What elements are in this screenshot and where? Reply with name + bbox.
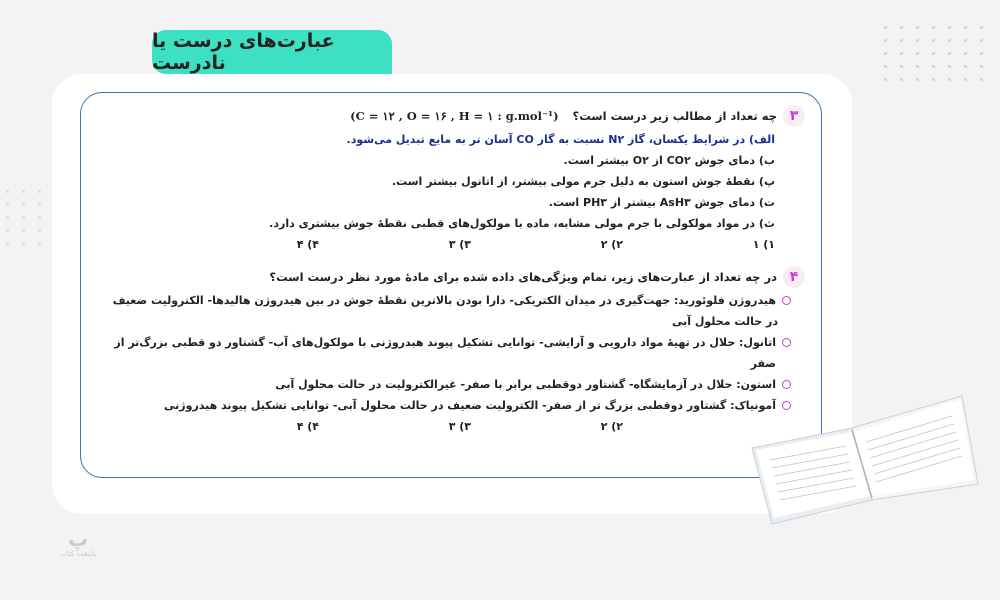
answer-options xyxy=(97,234,805,254)
open-book-icon xyxy=(742,388,982,528)
question-text: چه تعداد از مطالب زیر درست است؟ xyxy=(572,109,777,123)
statement-hf-continued: در حالت محلول آبی xyxy=(672,315,778,328)
logo-icon: پ xyxy=(67,527,89,551)
bullet-ring-icon xyxy=(782,296,791,305)
bullet-ring-icon xyxy=(782,338,791,347)
statement-te: ت) دمای جوش AsH۳ بیشتر از PH۳ است. xyxy=(548,196,775,209)
statement-pe: پ) نقطهٔ جوش استون به دلیل جرم مولی بیشتر، از اتانول بیشتر است. xyxy=(391,175,775,188)
decorative-dots-left xyxy=(6,190,44,245)
option-4[interactable]: ۴) ۴ xyxy=(296,237,319,251)
option-3[interactable]: ۳) ۳ xyxy=(448,419,471,433)
statement-se: ث) در مواد مولکولی با جرم مولی مشابه، ماده با مولکول‌های قطبی نقطهٔ جوش بیشتری دارد. xyxy=(269,217,775,230)
publisher-logo xyxy=(58,528,98,558)
question-4 xyxy=(97,264,805,436)
questions-box xyxy=(80,92,822,478)
statement-list xyxy=(97,290,805,416)
question-header xyxy=(97,103,805,129)
list-item xyxy=(97,290,791,311)
statement-ethanol: اتانول: حلال در تهیهٔ مواد دارویی و آرایشی- توانایی تشکیل پیوند هیدروژنی با مولکول‌های آب- گشتاور دو قطبی بزرگ‌تر از صفر xyxy=(114,336,776,370)
list-item xyxy=(97,332,791,374)
section-title: عبارت‌های درست یا نادرست xyxy=(152,30,392,74)
logo-text: پایتخت کتاب xyxy=(60,550,96,558)
option-3[interactable]: ۳) ۳ xyxy=(448,237,471,251)
statement-ammonia: آمونیاک: گشتاور دوقطبی بزرگ تر از صفر- الکترولیت ضعیف در حالت محلول آبی- توانایی تشکیل پیوند هیدروژنی xyxy=(164,399,776,412)
option-2[interactable]: ۲) ۲ xyxy=(600,419,623,433)
list-item xyxy=(97,395,791,416)
statement-acetone: استون: حلال در آزمایشگاه- گشتاور دوقطبی برابر با صفر- غیرالکترولیت در حالت محلول آبی xyxy=(275,378,776,391)
option-2[interactable]: ۲) ۲ xyxy=(600,237,623,251)
molar-mass-constants: (C = ۱۲ , O = ۱۶ , H = ۱ : g.mol⁻¹) xyxy=(350,109,559,123)
option-1[interactable]: ۱) ۱ xyxy=(752,237,775,251)
question-3 xyxy=(97,103,805,254)
list-item xyxy=(97,311,791,332)
question-header xyxy=(97,264,805,290)
statement-be: ب) دمای جوش CO۲ از O۲ بیشتر است. xyxy=(563,154,775,167)
question-text: در چه تعداد از عبارت‌های زیر، تمام ویژگی‌های داده شده برای مادهٔ مورد نظر درست است؟ xyxy=(269,270,777,284)
decorative-dots-top-right xyxy=(884,26,986,81)
question-number: ۴ xyxy=(783,266,805,288)
answer-options xyxy=(97,416,805,436)
statement-alef: الف) در شرایط یکسان، گاز N۲ نسبت به گاز CO آسان تر به مایع تبدیل می‌شود. xyxy=(346,133,775,146)
question-number: ۳ xyxy=(783,105,805,127)
option-4[interactable]: ۴) ۴ xyxy=(296,419,319,433)
statement-hf: هیدروژن فلوئورید: جهت‌گیری در میدان الکتریکی- دارا بودن بالاترین نقطهٔ جوش در بین هیدروژن هالیدها- الکترولیت ضعیف xyxy=(112,294,776,307)
list-item xyxy=(97,374,791,395)
